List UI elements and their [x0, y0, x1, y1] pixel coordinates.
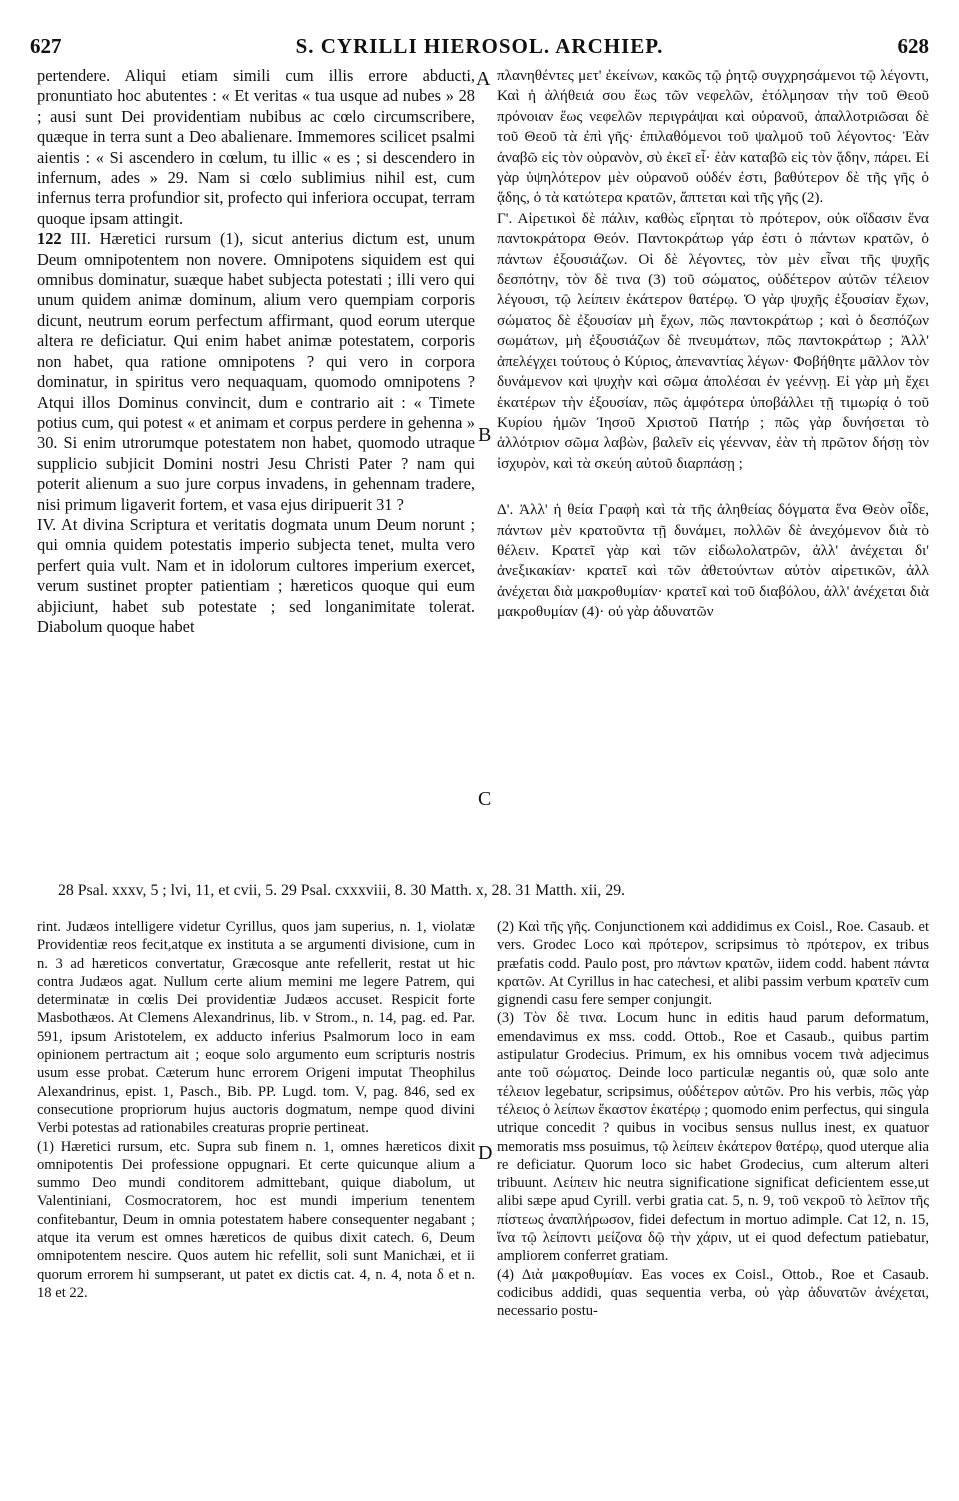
note-paragraph: (3) Τὸν δὲ τινα. Locum hunc in editis haud parum deformatum, emendavimus ex mss. codd. Ottob., Roe et Casaub., quibus partim astipulatur Grodecius. Primum, ex his omnibus vocem τινὰ adjecimus ante τοῦ σώματος. Deinde loco particulæ negantis οὐ, quæ solo ante τέλειον legebatur, scripsimus, οὐδέτερον αὐτῶν. Pro his verbis, πῶς γὰρ τέλειος ὁ λείπων ἕκαστον ἑκατέρῳ ; quomodo enim perfectus, qui singula utrique concedit ? quibus in vocibus sensus nullus inest, ex quatuor memoratis mss posuimus, τῷ λείπειν ἑκάτερον θατέρῳ, quod uterque alia re deficiatur. Quorum loco sic habet Grodecius, cum alterum alteri tribuunt. Λείπειν hic neutra significatione significat deficientem esse,ut alibi sæpe apud Cyrill. verbi gratia cat. 5, n. 9, τοῦ νεκροῦ τὸ λεῖπον τῆς πίστεως ἀναπλήρωσον, fidei defectum in mortuo adimple. Cat 12, n. 15, ἵνα τῷ λείποντι μείζονα δῷ τὴν χάριν, ut ei quod defectum patiebatur, ampliorem conferret gratiam.: [497, 1010, 929, 1265]
latin-paragraph: [37, 229, 475, 515]
latin-paragraph: IV. At divina Scriptura et veritatis dogmata unum Deum norunt ; qui omnia quidem potestatis imperio subjecta tenet, multa vero perfert quia vult. Nam et in idolorum cultores imperium exercet, verum sustinet propter patientiam ; hæreticos quoque qui eum abjiciunt, habet sub potestate ; sed longanimitate tolerat. Diabolum quoque habet: [37, 514, 475, 636]
page-number-left: 627: [30, 34, 62, 58]
latin-paragraph-text: III. Hæretici rursum (1), sicut anterius dictum est, unum Deum omnipotentem non novere. Omnipotens siquidem est qui omnibus dominatur, suæque habet subjecta potestati ; illi vero qui unum quidem animæ dominum, alium vero quempiam corporis dicunt, neutrum eorum perfectum affirmant, quod eorum uterque altera re deficiatur. Qui enim habet animæ potestatem, corporis non habet, qua ratione omnipotens ? qui vero in corpora dominatur, in spiritus vero nequaquam, quomodo omnipotens ? Atqui illos Dominus convincit, dum e contrario ait : « Timete potius cum, qui potest « et animam et corpus perdere in gehenna » 30. Si enim utrorumque potestatem non habet, quomodo utraque supplicio subjicit Domini nostri Jesu Christi Pater ? nam qui poterit alienum a suo jure corpus invadens, in gehennam tradere, nisi primum ligaverit fortem, et vasa ejus diripuerit 31 ?: [37, 229, 475, 514]
page-number-right: 628: [897, 34, 929, 58]
greek-paragraph: Δ'. Ἀλλ' ἡ θεία Γραφὴ καὶ τὰ τῆς ἀληθείας δόγματα ἕνα Θεὸν οἶδε, πάντων μὲν κρατοῦντα τῇ δυνάμει, πολλῶν δὲ ἀνεχόμενον διὰ τὸ θέλειν. Κρατεῖ γὰρ καὶ τῶν εἰδωλολατρῶν, ἀλλ' ἀνέχεται δι' ἀνεξικακίαν· κρατεῖ καὶ τῶν ἀθετούντων αὐτὸν αἱρετικῶν, ἀλλ ἀνέχεται διὰ μακροθυμίαν· κρατεῖ καὶ τοῦ διαβόλου, ἀλλ' ἀνέχεται διὰ μακροθυμίαν (4)· οὐ γὰρ ἀδυνατῶν: [497, 501, 929, 621]
margin-letter-d: D: [478, 1142, 493, 1164]
page-header: [30, 34, 929, 60]
greek-paragraph: πλανηθέντες μετ' ἐκείνων, κακῶς τῷ ῥητῷ συγχρησάμενοι τῷ λέγοντι, Καὶ ἡ ἀλήθειά σου ἕως τῶν νεφελῶν, ἐτόλμησαν τὴν τοῦ Θεοῦ πρόνοιαν ἕως νεφελῶν περιγράψαι καὶ οὐρανοῦ, ἀπαλλοτριῶσαι δὲ τοῦ Θεοῦ τὰ ἐπὶ γῆς· ἐπιλαθόμενοι τοῦ ψαλμοῦ τοῦ λέγοντος· Ἐὰν ἀναβῶ εἰς τὸν οὐρανὸν, σὺ ἐκεῖ εἶ· ἐὰν καταβῶ εἰς τὸν ᾅδην, πάρει. Εἰ γὰρ ὑψηλότερον μὲν οὐρανοῦ οὐδέν ἐστι, βαθύτερον δὲ τῆς γῆς ὁ ᾅδης, ὁ τὰ κατώτερα κρατῶν, ἅπτεται καὶ τῆς γῆς (2).: [497, 67, 929, 207]
latin-paragraph: pertendere. Aliqui etiam simili cum illis errore abducti, pronuntiato hoc abutentes : « Et veritas « tua usque ad nubes » 28 ; ausi sunt Dei providentiam nubibus ac cœlo circumscribere, quæque in terra sunt a Deo abalienare. Immemores scilicet psalmi aientis : « Si ascendero in cœlum, tu illic « es ; si descendero in infernum, ades » 29. Nam si cœlo sublimius nihil est, cum infernus terra profundior sit, profecto qui inferiora occupat, terram quoque ipsam attingit.: [37, 66, 475, 228]
note-paragraph: rint. Judæos intelligere videtur Cyrillus, quos jam superius, n. 1, violatæ Providentiæ reos fecit,atque ex instituta a se argumenti divisione, cum in n. 3 ad hæreticos convertatur, Græcosque ante refellerit, restat ut hic contra Judæos agat. Nullum certe alium memini me legere Patrem, qui determinatæ in cœlis Dei providentiæ Judæos accuset. Respicit forte Masbothæos. At Clemens Alexandrinus, lib. v Strom., n. 14, pag. ed. Par. 591, ipsum Aristotelem, ex adducto inferius Psalmorum loco in eam opinionem pertractum ait ; eoque solo argumento eum scripturis nostris usum esse probat. Cæterum hunc errorem Origeni imputat Theophilus Alexandrinus, epist. 1, Pasch., Bib. PP. Lugd. tom. V, pag. 846, sed ex consecutione propriorum hujus auctoris dogmatum, nempe quod divini Verbi potestas ad rationabiles creaturas proprie pertineat.: [37, 919, 475, 1137]
notes-right-column: [497, 918, 929, 1321]
margin-letter-c: C: [478, 788, 492, 810]
running-title: S. CYRILLI HIEROSOL. ARCHIEP.: [295, 34, 664, 58]
section-number: 122: [37, 229, 62, 249]
note-paragraph: (2) Καὶ τῆς γῆς. Conjunctionem καὶ addidimus ex Coisl., Roe. Casaub. et vers. Grodec Loco καὶ πρότερον, scripsimus τὸ πρότερον, ex tribus præfatis codd. Paulo post, pro πάντων κρατῶν, iidem codd. habent πάντα κρατῶν. At Cyrillus in hac catechesi, et alibi passim verbum κρατεῖν cum gignendi casu fere semper conjungit.: [497, 919, 929, 1009]
footnote-references: 28 Psal. xxxv, 5 ; lvi, 11, et cvii, 5. 29 Psal. cxxxviii, 8. 30 Matth. x, 28. 31 Matth. xii, 29.: [58, 882, 626, 899]
margin-letter-a: A: [476, 68, 491, 90]
note-paragraph: (4) Διὰ μακροθυμίαν. Eas voces ex Coisl., Ottob., Roe et Casaub. codicibus addidi, quas sequentia verba, οὐ γὰρ ἀδυνατῶν ἀνέχεται, necessario postu-: [497, 1266, 929, 1320]
notes-left-column: [37, 918, 475, 1302]
note-paragraph: (1) Hæretici rursum, etc. Supra sub finem n. 1, omnes hæreticos dixit omnipotentis Dei professione oppugnari. Et certe quicunque alium a summo Deo mundi conditorem admittebant, quique diabolum, ut Valentiniani, Cosmocratorem, hoc est mundi imperium tenentem confitebantur, Deum in omnia potestatem habere consequenter negabant ; atque ita verum est omnes hæreticos de quibus dixit catech. 6, Deum omnipotentem nescire. Quos autem hic refellit, soli sunt Manichæi, et ii quorum errorem hi sumpserant, ut patet ex dictis cat. 4, n. 4, nota δ et n. 18 et 22.: [37, 1138, 475, 1301]
greek-column: [497, 66, 929, 623]
latin-column: [37, 66, 475, 637]
greek-paragraph: Γ'. Αἱρετικοὶ δὲ πάλιν, καθὼς εἴρηται τὸ πρότερον, οὐκ οἴδασιν ἕνα παντοκράτορα Θεόν. Παντοκράτωρ γάρ ἐστι ὁ πάντων κρατῶν, ὁ πάντων ἐξουσιάζων. Οἱ δὲ λέγοντες, τὸν μὲν εἶναι τῆς ψυχῆς δεσπότην, τὸν δὲ τινα (3) τοῦ σώματος, οὐδέτερον αὐτῶν τέλειον λέγουσι, τῷ λείπειν ἑκάτερον θατέρῳ. Ὁ γὰρ ψυχῆς ἐξουσίαν ἔχων, σώματος δὲ ἐξουσίαν μὴ ἔχων, πῶς παντοκράτωρ ; καὶ ὁ δεσπόζων σωμάτων, μὴ ἐξουσιάζων δὲ πνευμάτων, πῶς παντοκράτωρ ; Ἀλλ' ἀπελέγχει τούτους ὁ Κύριος, ἀπεναντίας λέγων· Φοβήθητε μᾶλλον τὸν δυνάμενον καὶ ψυχὴν καὶ σῶμα ἀπολέσαι ἐν γεέννῃ. Εἰ γὰρ μὴ ἔχει ἑκατέρων τὴν ἐξουσίαν, πῶς ἀμφότερα ὑποβάλλει τῇ τιμωρίᾳ ὁ τοῦ Κυρίου ἡμῶν Ἰησοῦ Χριστοῦ Πατήρ ; πῶς γὰρ δυνήσεται τὸ ἀλλότριον σῶμα λαβὼν, βαλεῖν εἰς γέενναν, ἐὰν τὴ πρῶτον δήσῃ τὸν ἰσχυρὸν, καὶ τὰ σκεύη αὐτοῦ διαρπάσῃ ;: [497, 209, 929, 472]
margin-letter-b: B: [478, 424, 492, 446]
